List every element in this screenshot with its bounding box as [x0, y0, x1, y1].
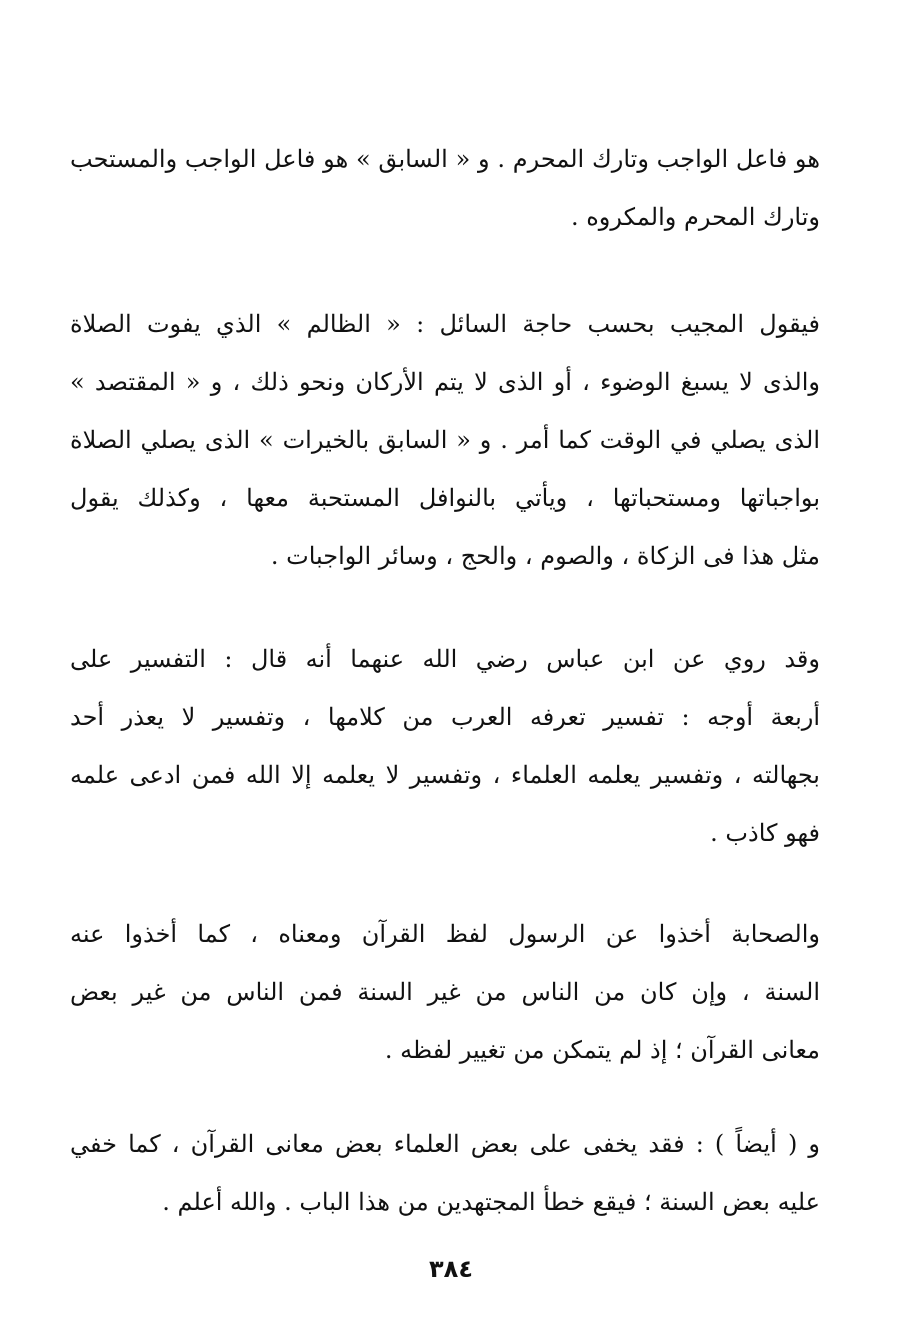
text-line: و ( أيضاً ) : فقد يخفى على بعض العلماء بعض معانى القرآن ، كما خفي	[70, 1130, 820, 1158]
paragraph-2	[70, 295, 820, 585]
text-line: وقد روي عن ابن عباس رضي الله عنهما أنه قال : التفسير على	[70, 645, 820, 673]
text-line: بواجباتها ومستحباتها ، ويأتي بالنوافل المستحبة معها ، وكذلك يقول	[70, 484, 820, 512]
text-line: والصحابة أخذوا عن الرسول لفظ القرآن ومعناه ، كما أخذوا عنه	[70, 920, 820, 948]
paragraph-5	[70, 1115, 820, 1231]
text-line: الذى يصلي في الوقت كما أمر . و « السابق بالخيرات » الذى يصلي الصلاة	[70, 426, 820, 454]
text-line: عليه بعض السنة ؛ فيقع خطأ المجتهدين من هذا الباب . والله أعلم .	[162, 1188, 820, 1216]
text-line: وتارك المحرم والمكروه .	[570, 203, 820, 231]
text-line: مثل هذا فى الزكاة ، والصوم ، والحج ، وسائر الواجبات .	[270, 542, 820, 570]
text-line: فهو كاذب .	[710, 819, 820, 847]
text-line: معانى القرآن ؛ إذ لم يتمكن من تغيير لفظه .	[384, 1036, 820, 1064]
paragraph-3	[70, 630, 820, 862]
page-number: ٣٨٤	[429, 1255, 473, 1283]
paragraph-4	[70, 905, 820, 1079]
text-line: هو فاعل الواجب وتارك المحرم . و « السابق » هو فاعل الواجب والمستحب	[70, 145, 820, 173]
text-line: بجهالته ، وتفسير يعلمه العلماء ، وتفسير لا يعلمه إلا الله فمن ادعى علمه	[70, 761, 820, 789]
text-line: والذى لا يسبغ الوضوء ، أو الذى لا يتم الأركان ونحو ذلك ، و « المقتصد »	[70, 368, 820, 396]
text-line: أربعة أوجه : تفسير تعرفه العرب من كلامها ، وتفسير لا يعذر أحد	[70, 703, 820, 731]
text-line: السنة ، وإن كان من الناس من غير السنة فمن الناس من غير بعض	[70, 978, 820, 1006]
paragraph-1	[70, 130, 820, 246]
text-line: فيقول المجيب بحسب حاجة السائل : « الظالم » الذي يفوت الصلاة	[70, 310, 820, 338]
